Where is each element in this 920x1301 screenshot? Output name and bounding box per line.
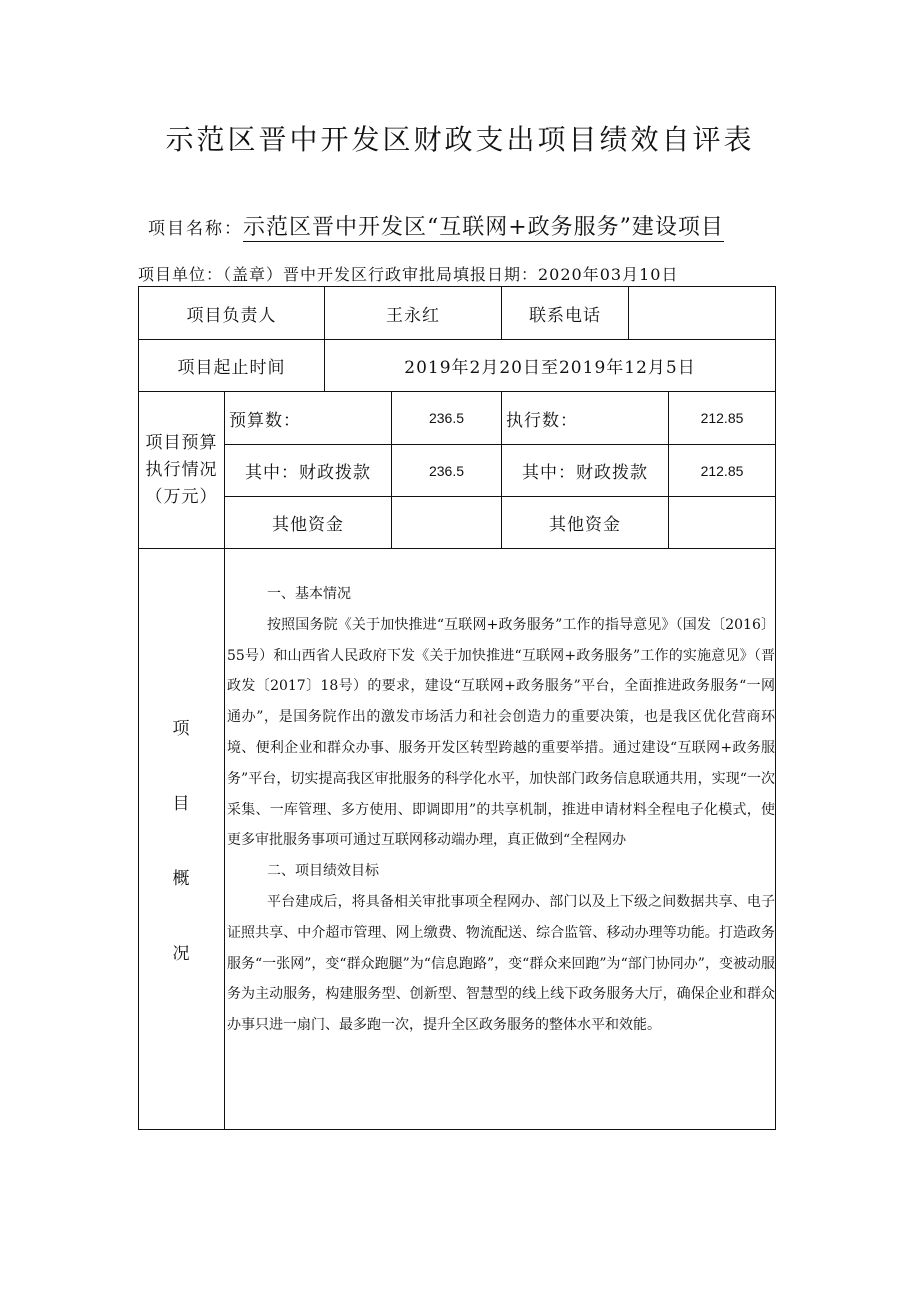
- project-name-value: 示范区晋中开发区“互联网+政务服务”建设项目: [243, 215, 724, 240]
- fiscal-budget-label: 其中：财政拨款: [245, 463, 371, 483]
- overview-content: [227, 579, 775, 1041]
- overview-heading-1: 一、基本情况: [267, 586, 351, 602]
- fiscal-exec-label: 其中：财政拨款: [522, 463, 648, 483]
- other-budget-label: 其他资金: [272, 515, 344, 535]
- phone-label: 联系电话: [529, 305, 601, 326]
- overview-paragraph-1: 按照国务院《关于加快推进“互联网+政务服务”工作的指导意见》（国发〔2016〕55号）和山西省人民政府下发《关于加快推进“互联网+政务服务”工作的实施意见》（晋政发〔2017〕18号）的要求，建设“互联网+政务服务”平台，全面推进政务服务“一网通办”，是国务院作出的激发市场活力和社会创造力的重要决策，也是我区优化营商环境、便利企业和群众办事、服务开发区转型跨越的重要举措。通过建设“互联网+政务服务”平台，切实提高我区审批服务的科学化水平，加快部门政务信息联通共用，实现“一次采集、一库管理、多方使用、即调即用”的共享机制，推进申请材料全程电子化模式，使更多审批服务事项可通过互联网移动端办理，真正做到“全程网办: [227, 616, 775, 849]
- manager-name: 王永红: [386, 305, 440, 326]
- period-label: 项目起止时间: [177, 358, 286, 378]
- budget-section-label-line1: 项目预算: [145, 432, 218, 453]
- exec-label: 执行数：: [506, 410, 578, 431]
- manager-label: 项目负责人: [186, 305, 277, 326]
- evaluation-table: [138, 286, 776, 1130]
- budget-value: 236.5: [428, 410, 465, 426]
- phone-value: [629, 287, 775, 339]
- fiscal-budget-value: 236.5: [428, 462, 465, 479]
- other-exec-label: 其他资金: [549, 515, 621, 535]
- period-value: 2019年2月20日至2019年12月5日: [404, 358, 696, 378]
- other-budget-value: [392, 497, 501, 548]
- budget-section-label: [139, 392, 224, 548]
- unit-and-date-line: 项目单位：（盖章）晋中开发区行政审批局填报日期：2020年03月10日: [138, 265, 679, 284]
- budget-section-label-line2: 执行情况: [145, 459, 218, 480]
- overview-label-char3: 概: [172, 869, 191, 889]
- overview-label-char4: 况: [172, 944, 191, 964]
- fiscal-exec-value: 212.85: [700, 462, 744, 479]
- document-title: 示范区晋中开发区财政支出项目绩效自评表: [165, 123, 755, 156]
- budget-label: 预算数：: [229, 410, 301, 431]
- overview-label-char2: 目: [172, 794, 191, 814]
- other-exec-value: [669, 497, 775, 548]
- project-name-line: [148, 210, 724, 241]
- exec-value: 212.85: [700, 410, 744, 426]
- overview-label-char1: 项: [172, 719, 191, 739]
- project-name-label: 项目名称：: [148, 219, 243, 239]
- overview-paragraph-2: 平台建成后，将具备相关审批事项全程网办、部门以及上下级之间数据共享、电子证照共享、中介超市管理、网上缴费、物流配送、综合监管、移动办理等功能。打造政务服务“一张网”，变“群众跑腿”为“信息跑路”，变“群众来回跑”为“部门协同办”，变被动服务为主动服务，构建服务型、创新型、智慧型的线上线下政务服务大厅，确保企业和群众办事只进一扇门、最多跑一次，提升全区政务服务的整体水平和效能。: [227, 893, 775, 1034]
- overview-label: [139, 549, 224, 1129]
- budget-section-label-line3: （万元）: [145, 486, 218, 507]
- overview-heading-2: 二、项目绩效目标: [267, 863, 379, 880]
